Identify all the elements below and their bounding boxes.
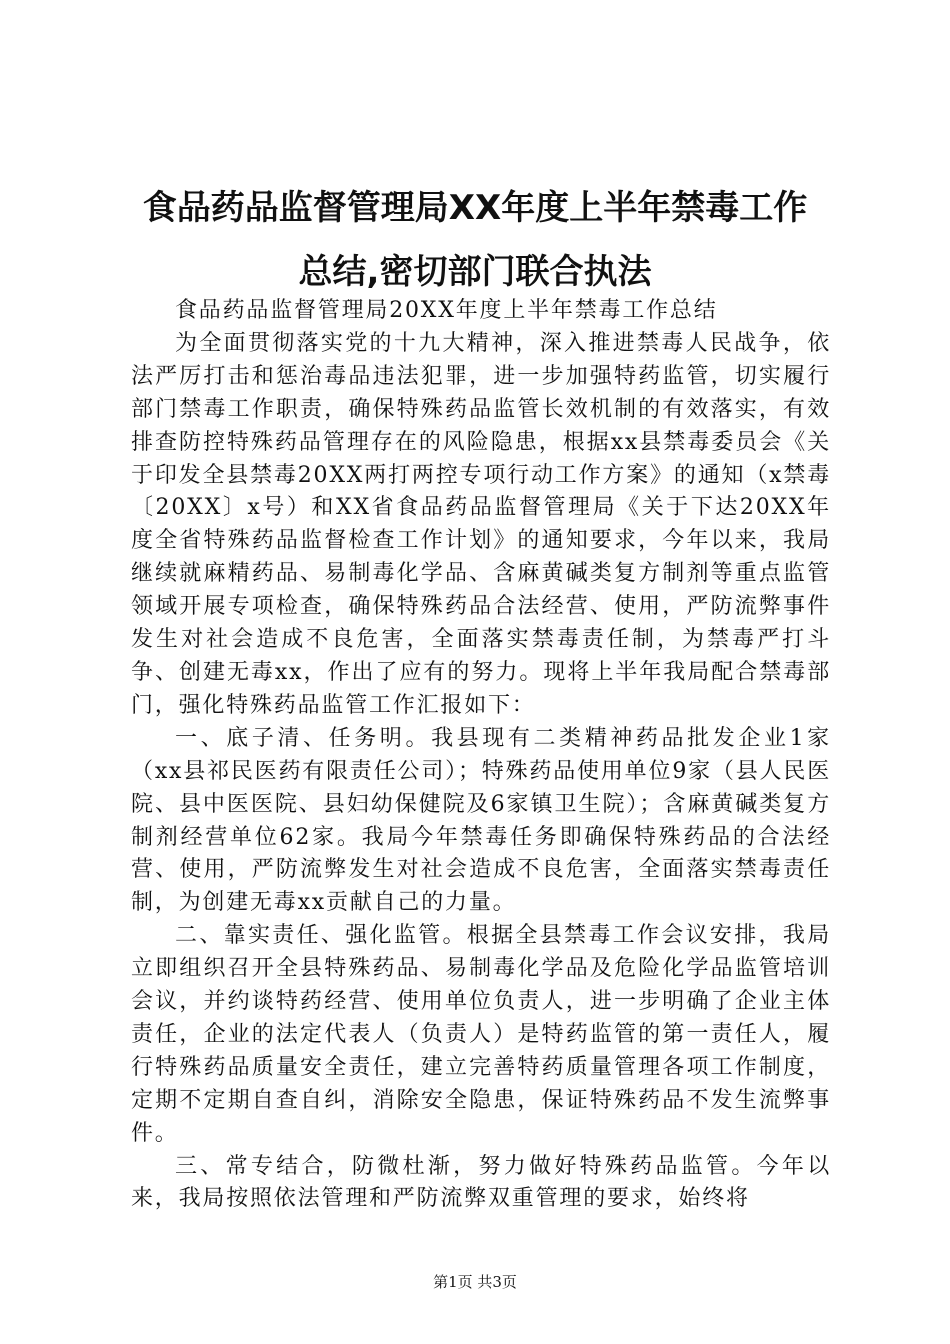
document-title-line-2: 总结,密切部门联合执法 (298, 252, 652, 292)
intro-paragraph: 为全面贯彻落实党的十九大精神，深入推进禁毒人民战争，依法严厉打击和惩治毒品违法犯罪，进一步加强特药监管，切实履行部门禁毒工作职责，确保特殊药品监管长效机制的有效落实，有效排查防控特殊药品管理存在的风险隐患，根据xx县禁毒委员会《关于印发全县禁毒20XX两打两控专项行动工作方案》的通知（x禁毒〔20XX〕x号）和XX省食品药品监督管理局《关于下达20XX年度全省特殊药品监督检查工作计划》的通知要求，今年以来，我局继续就麻精药品、易制毒化学品、含麻黄碱类复方制剂等重点监管领域开展专项检查，确保特殊药品合法经营、使用，严防流弊事件发生对社会造成不良危害，全面落实禁毒责任制，为禁毒严打斗争、创建无毒xx，作出了应有的努力。现将上半年我局配合禁毒部门，强化特殊药品监管工作汇报如下： (131, 330, 831, 718)
section-2-paragraph: 二、靠实责任、强化监管。根据全县禁毒工作会议安排，我局立即组织召开全县特殊药品、易制毒化学品及危险化学品监管培训会议，并约谈特药经营、使用单位负责人，进一步明确了企业主体责任，企业的法定代表人（负责人）是特药监管的第一责任人，履行特殊药品质量安全责任，建立完善特药质量管理各项工作制度，定期不定期自查自纠，消除安全隐患，保证特殊药品不发生流弊事件。 (131, 923, 831, 1146)
subtitle-paragraph: 食品药品监督管理局20XX年度上半年禁毒工作总结 (175, 298, 718, 323)
document-title-line-1: 食品药品监督管理局XX年度上半年禁毒工作 (142, 188, 808, 228)
section-1-paragraph: 一、底子清、任务明。我县现有二类精神药品批发企业1家（xx县祁民医药有限责任公司）；特殊药品使用单位9家（县人民医院、县中医医院、县妇幼保健院及6家镇卫生院）；含麻黄碱类复方制剂经营单位62家。我局今年禁毒任务即确保特殊药品的合法经营、使用，严防流弊发生对社会造成不良危害，全面落实禁毒责任制，为创建无毒xx贡献自己的力量。 (131, 725, 831, 916)
page-footer: 第1页 共3页 (433, 1273, 517, 1291)
section-3-paragraph: 三、常专结合，防微杜渐，努力做好特殊药品监管。今年以来，我局按照依法管理和严防流弊双重管理的要求，始终将 (131, 1153, 831, 1212)
document-body (131, 295, 831, 1216)
